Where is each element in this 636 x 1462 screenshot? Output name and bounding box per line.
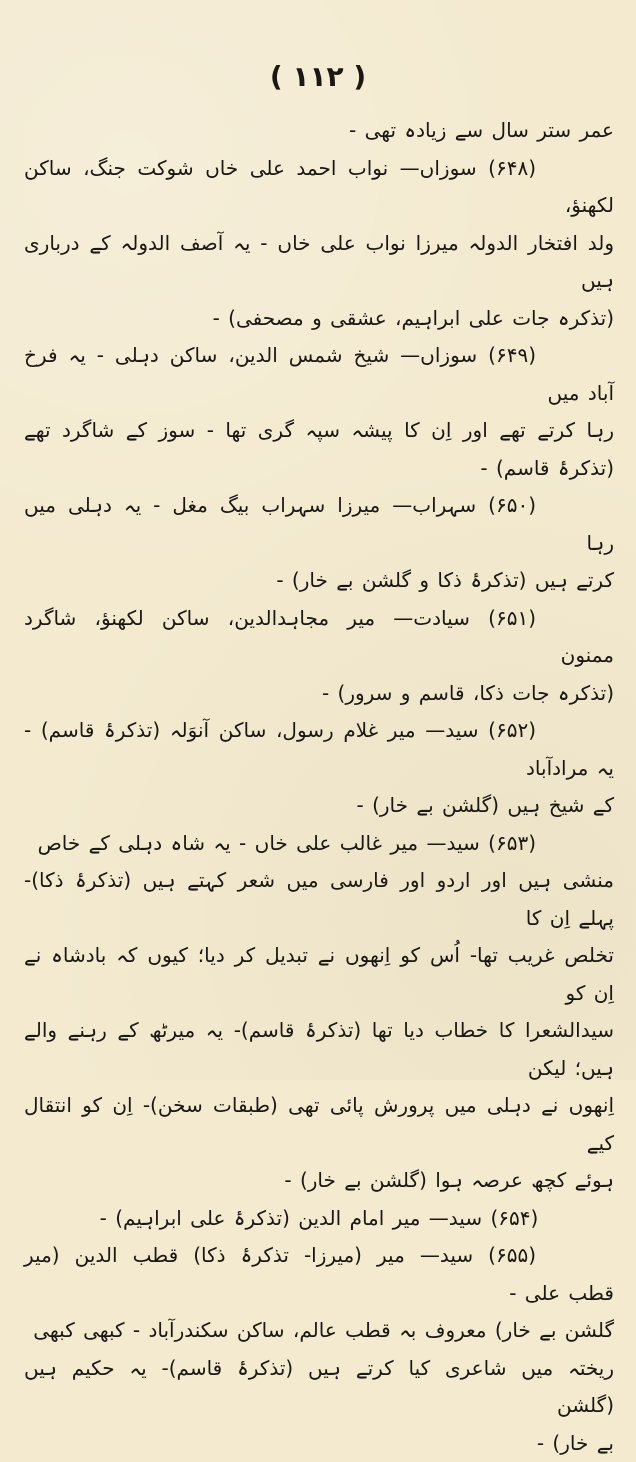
text-line-12: کے شیخ ہیں (گلشن بے خار) - (24, 787, 614, 825)
text-line-11: (۶۵۲) سید— میر غلام رسول، ساکن آنوَلہ (تذکرۂ قاسم) - یہ مرادآباد (24, 712, 614, 787)
text-line-3: ولد افتخار الدولہ میرزا نواب علی خاں - یہ آصف الدولہ کے درباری ہیں (24, 225, 614, 300)
text-line-18: ہوئے کچھ عرصہ ہوا (گلشن بے خار) - (24, 1162, 614, 1200)
text-line-16: سیدالشعرا کا خطاب دیا تھا (تذکرۂ قاسم)- یہ میرٹھ کے رہنے والے ہیں؛ لیکن (24, 1012, 614, 1087)
text-line-1: عمر ستر سال سے زیادہ تھی - (24, 112, 614, 150)
text-line-20: (۶۵۵) سید— میر (میرزا- تذکرۂ ذکا) قطب الدین (میر قطب علی - (24, 1237, 614, 1312)
text-line-9: (۶۵۱) سیادت— میر مجاہدالدین، ساکن لکھنؤ، شاگرد ممنون (24, 600, 614, 675)
text-line-6: رہا کرتے تھے اور اِن کا پیشہ سپہ گری تھا - سوز کے شاگرد تھے (تذکرۂ قاسم) - (24, 412, 614, 487)
text-line-13: (۶۵۳) سید— میر غالب علی خاں - یہ شاہ دہلی کے خاص (24, 825, 614, 863)
text-line-15: تخلص غریب تھا- اُس کو اِنھوں نے تبدیل کر دیا؛ کیوں کہ بادشاہ نے اِن کو (24, 937, 614, 1012)
text-line-10: (تذکرہ جات ذکا، قاسم و سرور) - (24, 675, 614, 713)
text-line-22: ریختہ میں شاعری کیا کرتے ہیں (تذکرۂ قاسم)- یہ حکیم ہیں (گلشن (24, 1350, 614, 1425)
page-content (24, 112, 614, 1462)
page-number: ( ۱۱۲ ) (0, 60, 636, 93)
text-line-14: منشی ہیں اور اردو اور فارسی میں شعر کہتے ہیں (تذکرۂ ذکا)- پہلے اِن کا (24, 862, 614, 937)
text-line-19: (۶۵۴) سید— میر امام الدین (تذکرۂ علی ابراہیم) - (24, 1200, 614, 1238)
text-line-8: کرتے ہیں (تذکرۂ ذکا و گلشن بے خار) - (24, 562, 614, 600)
text-line-23: بے خار) - (24, 1425, 614, 1462)
text-line-5: (۶۴۹) سوزاں— شیخ شمس الدین، ساکن دہلی - یہ فرخ آباد میں (24, 337, 614, 412)
text-line-21: گلشن بے خار) معروف بہ قطب عالم، ساکن سکندرآباد - کبھی کبھی (24, 1312, 614, 1350)
text-line-7: (۶۵۰) سہراب— میرزا سہراب بیگ مغل - یہ دہلی میں رہا (24, 487, 614, 562)
text-line-17: اِنھوں نے دہلی میں پرورش پائی تھی (طبقات سخن)- اِن کو انتقال کیے (24, 1087, 614, 1162)
text-line-2: (۶۴۸) سوزاں— نواب احمد علی خاں شوکت جنگ، ساکن لکھنؤ، (24, 150, 614, 225)
text-line-4: (تذکرہ جات علی ابراہیم، عشقی و مصحفی) - (24, 300, 614, 338)
